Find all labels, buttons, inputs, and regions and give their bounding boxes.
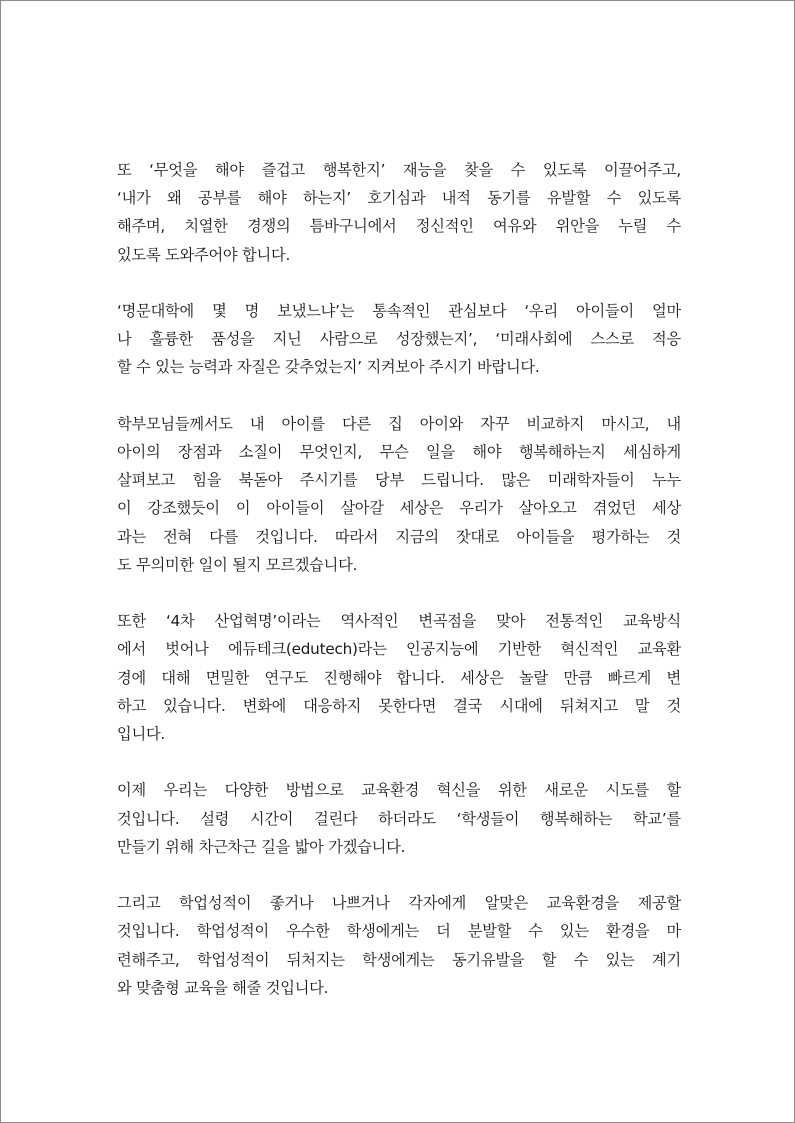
paragraph-5 [117, 776, 681, 861]
paragraph-6 [117, 889, 681, 1002]
text-line: 이제 우리는 다양한 방법으로 교육환경 혁신을 위한 새로운 시도를 할 [117, 781, 681, 800]
text-line: 할 수 있는 능력과 자질은 갖추었는지’ 지켜보아 주시기 바랍니다. [117, 358, 540, 377]
document-body [117, 156, 681, 1002]
text-line: 살펴보고 힘을 북돋아 주시기를 당부 드립니다. 많은 미래학자들이 누누 [117, 471, 681, 490]
text-line: 또한 ‘4차 산업혁명’이라는 역사적인 변곡점을 맞아 전통적인 교육방식 [117, 612, 681, 631]
text-line: 과는 전혀 다를 것입니다. 따라서 지금의 잣대로 아이들을 평가하는 것 [117, 527, 681, 546]
text-line: ‘명문대학에 몇 명 보냈느냐’는 통속적인 관심보다 ‘우리 아이들이 얼마 [117, 302, 681, 320]
paragraph-4 [117, 607, 681, 748]
text-line: 학부모님들께서도 내 아이를 다른 집 아이와 자꾸 비교하지 마시고, 내 [117, 414, 681, 433]
paragraph-spacer [117, 748, 681, 776]
text-line: 이 강조했듯이 이 아이들이 살아갈 세상은 우리가 살아오고 겪었던 세상 [117, 499, 681, 518]
text-line: 아이의 장점과 소질이 무엇인지, 무슨 일을 해야 행복해하는지 세심하게 [117, 443, 681, 461]
text-line: 련해주고, 학업성적이 뒤처지는 학생에게는 동기유발을 할 수 있는 계기 [117, 950, 681, 969]
text-line: 또 ‘무엇을 해야 즐겁고 행복한지’ 재능을 찾을 수 있도록 이끌어주고, [117, 161, 681, 179]
text-line: 것입니다. 설령 시간이 걸린다 하더라도 ‘학생들이 행복해하는 학교’를 [117, 809, 681, 828]
paragraph-1 [117, 156, 681, 269]
paragraph-2 [117, 297, 681, 382]
text-line: ‘내가 왜 공부를 해야 하는지’ 호기심과 내적 동기를 유발할 수 있도록 [117, 189, 681, 208]
text-line: 에서 벗어나 에듀테크(edutech)라는 인공지능에 기반한 혁신적인 교육환 [117, 640, 681, 659]
text-line: 경에 대해 면밀한 연구도 진행해야 합니다. 세상은 놀랄 만큼 빠르게 변 [117, 668, 681, 687]
text-line: 것입니다. 학업성적이 우수한 학생에게는 더 분발할 수 있는 환경을 마 [117, 922, 681, 941]
text-line: 그리고 학업성적이 좋거나 나쁘거나 각자에게 알맞은 교육환경을 제공할 [117, 894, 681, 913]
paragraph-spacer [117, 382, 681, 410]
text-line: 있도록 도와주어야 합니다. [117, 245, 291, 264]
paragraph-spacer [117, 269, 681, 297]
text-line: 입니다. [117, 725, 166, 744]
text-line: 나 훌륭한 품성을 지닌 사람으로 성장했는지’, ‘미래사회에 스스로 적응 [117, 330, 681, 349]
text-line: 만들기 위해 차근차근 길을 밟아 가겠습니다. [117, 837, 406, 856]
text-line: 하고 있습니다. 변화에 대응하지 못한다면 결국 시대에 뒤쳐지고 말 것 [117, 696, 681, 715]
text-line: 와 맞춤형 교육을 해줄 것입니다. [117, 978, 329, 997]
paragraph-spacer [117, 861, 681, 889]
text-line: 해주며, 치열한 경쟁의 틈바구니에서 정신적인 여유와 위안을 누릴 수 [117, 217, 681, 236]
text-line: 도 무의미한 일이 될지 모르겠습니다. [117, 555, 358, 574]
paragraph-3 [117, 410, 681, 579]
paragraph-spacer [117, 579, 681, 607]
